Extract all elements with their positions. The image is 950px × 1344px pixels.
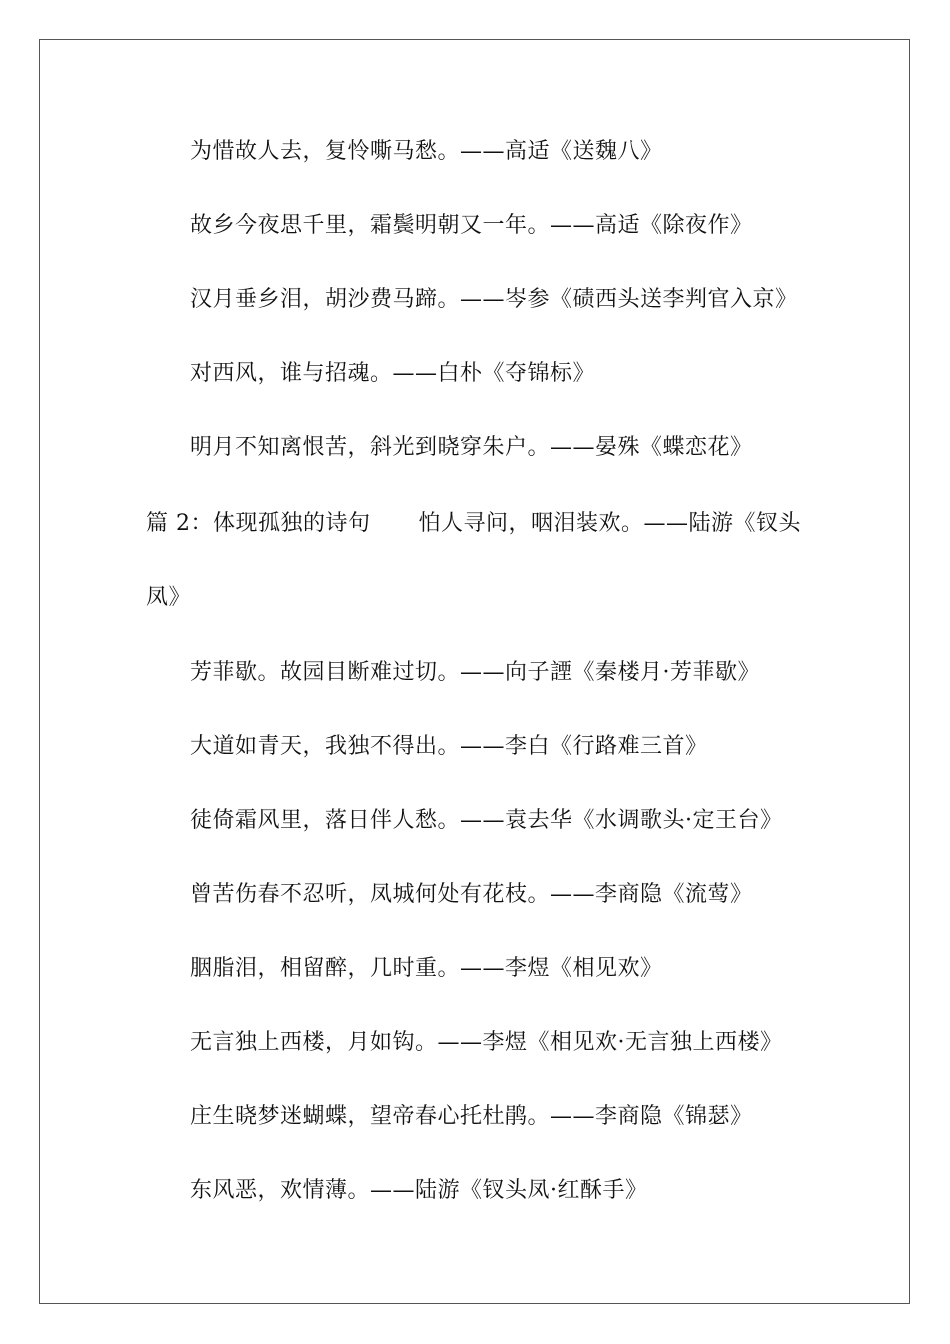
poem-line: 对西风，谁与招魂。——白朴《夺锦标》 (190, 361, 596, 386)
poem-line: 汉月垂乡泪，胡沙费马蹄。——岑参《碛西头送李判官入京》 (190, 287, 798, 312)
poem-line-continuation: 凤》 (146, 585, 192, 610)
poem-line: 曾苦伤春不忍听，凤城何处有花枝。——李商隐《流莺》 (190, 882, 753, 907)
poem-line: 胭脂泪，相留醉，几时重。——李煜《相见欢》 (190, 956, 663, 981)
poem-line: 故乡今夜思千里，霜鬓明朝又一年。——高适《除夜作》 (190, 213, 753, 238)
poem-line: 徒倚霜风里，落日伴人愁。——袁去华《水调歌头·定王台》 (190, 808, 783, 833)
poem-line: 为惜故人去，复怜嘶马愁。——高适《送魏八》 (190, 139, 663, 164)
poem-line: 无言独上西楼，月如钩。——李煜《相见欢·无言独上西楼》 (190, 1030, 783, 1055)
poem-line: 庄生晓梦迷蝴蝶，望帝春心托杜鹃。——李商隐《锦瑟》 (190, 1104, 753, 1129)
poem-line: 东风恶，欢情薄。——陆游《钗头凤·红酥手》 (190, 1178, 648, 1203)
poem-line: 怕人寻问，咽泪装欢。——陆游《钗头 (418, 511, 802, 536)
poem-line: 芳菲歇。故园目断难过切。——向子諲《秦楼月·芳菲歇》 (190, 660, 760, 685)
poem-line: 明月不知离恨苦，斜光到晓穿朱户。——晏殊《蝶恋花》 (190, 435, 753, 460)
poem-line: 大道如青天，我独不得出。——李白《行路难三首》 (190, 734, 708, 759)
section-heading-line (146, 509, 801, 539)
section-heading: 篇 2：体现孤独的诗句 (146, 511, 371, 536)
